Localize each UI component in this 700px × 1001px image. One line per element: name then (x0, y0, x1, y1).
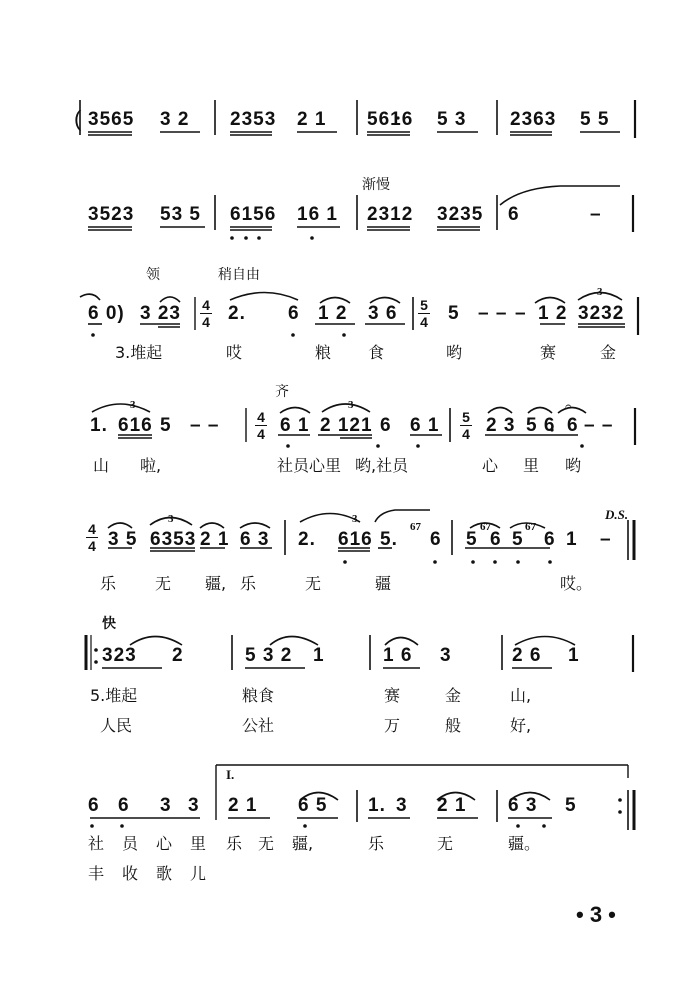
note-group: 3 (440, 645, 452, 666)
note-group: 6156 (230, 204, 277, 225)
triplet-mark: 3 (168, 513, 174, 525)
slur (200, 523, 224, 528)
note-group: 1 (566, 529, 578, 550)
note-group: 5 3 (437, 109, 467, 130)
time-signature: 5 4 (460, 410, 472, 441)
lyric: 乐 (240, 574, 257, 593)
lyric: 社员心里 (277, 456, 342, 475)
lyric: 丰 (88, 864, 105, 883)
note-group: 2. (298, 529, 316, 550)
slur (300, 514, 360, 523)
lyric: 儿 (190, 864, 207, 883)
slur (280, 408, 310, 414)
lyric: 无 (258, 834, 275, 853)
lyric: 里 (190, 834, 207, 853)
lyric: 社 (88, 834, 105, 853)
slur (385, 638, 418, 646)
triplet-mark: 3 (130, 399, 136, 411)
note-group: 5. (380, 529, 398, 550)
slur (92, 404, 150, 412)
lyric: 无 (155, 574, 172, 593)
note-group: 5 6 (526, 415, 556, 436)
note-group: 3 6 (368, 303, 398, 324)
tie (80, 294, 100, 300)
note-group: 53 5 (160, 204, 201, 225)
note-group: 3523 (88, 204, 135, 225)
grace-notes: 67 (480, 521, 491, 533)
slur (130, 637, 182, 646)
lyric: 疆 (375, 574, 392, 593)
tempo-marking: 渐慢 (362, 177, 390, 193)
lyric: 般 (445, 716, 462, 735)
note-group: 616 (118, 415, 153, 436)
time-signature: 4 4 (255, 410, 267, 441)
note-group: 1. (90, 415, 108, 436)
slur (230, 293, 298, 301)
note-group: 3 5 (108, 529, 138, 550)
grace-notes: 67 (525, 521, 536, 533)
lyric: 山 (93, 456, 110, 475)
note-group: 2312 (367, 204, 414, 225)
dash: – – (478, 303, 508, 324)
note-group: 6 3 (508, 795, 538, 816)
lyric: 人民 (100, 716, 133, 735)
note-group: 6 (567, 415, 579, 436)
note-group: 2 3 (486, 415, 516, 436)
note-group: 3232 (578, 303, 625, 324)
slur (375, 510, 430, 522)
note-group: 2 6 (512, 645, 542, 666)
note-group: 1 (568, 645, 580, 666)
lyric: 哟 (565, 456, 582, 475)
time-signature: 5 4 (418, 298, 430, 329)
note-group: 2. (228, 303, 246, 324)
lyric: 万 (384, 716, 401, 735)
volta-label: I. (226, 767, 235, 782)
lyric: 哎 (226, 343, 243, 362)
dash: – (515, 303, 527, 324)
slur (528, 408, 552, 414)
note-group: 6 (490, 529, 502, 550)
lyric: 赛 (540, 343, 557, 362)
triplet-mark: 3 (348, 399, 354, 411)
note-group: 6 3 (240, 529, 270, 550)
note-group: 3 2 (160, 109, 190, 130)
lyric: 哟 (446, 343, 463, 362)
note-group: 6 (544, 529, 556, 550)
note-group: 1 6 (383, 645, 413, 666)
lyric: 收 (122, 864, 139, 883)
ds-marking: D.S. (605, 507, 629, 522)
slur (500, 186, 620, 205)
note-group: 6 (508, 204, 520, 225)
lyric: 粮 (315, 343, 332, 362)
note-group: 6 (380, 415, 392, 436)
lyric: 疆, (292, 834, 314, 853)
lyric: 心 (482, 456, 499, 475)
expression-marking: 稍自由 (218, 267, 260, 283)
note-group: 616 (338, 529, 373, 550)
slur (322, 404, 370, 412)
lyric: 金 (445, 686, 462, 705)
note-group: 6 (288, 303, 300, 324)
dash: – – (190, 415, 220, 436)
lyric: 3.堆起 (115, 343, 163, 362)
note-group: 2353 (230, 109, 277, 130)
note-group: 2363 (510, 109, 557, 130)
lyric: 山, (510, 686, 532, 705)
role-marking: 领 (146, 267, 160, 283)
note-group: 3235 (437, 204, 484, 225)
note-group: 5 3 2 (245, 645, 293, 666)
note-group: 5 (565, 795, 577, 816)
tempo-marking: 快 (102, 616, 116, 632)
page-number: • 3 • (576, 902, 616, 927)
lyric: 员 (122, 834, 139, 853)
note-group: 6 (118, 795, 130, 816)
note-group: 6 0) (88, 303, 125, 324)
note-group: 2 1 (200, 529, 230, 550)
lyric: 食 (368, 343, 385, 362)
triplet-mark: 3 (352, 513, 358, 525)
lyric: 哎。 (560, 574, 593, 593)
lyric: 里 (523, 456, 540, 475)
note-group: 6 (430, 529, 442, 550)
slur (160, 297, 180, 302)
note-group: 3 23 (140, 303, 181, 324)
lyric: 无 (305, 574, 322, 593)
note-group: 5 (512, 529, 524, 550)
triplet-mark: 3 (597, 286, 603, 298)
note-group: 5616 (367, 109, 414, 130)
lyric: 金 (600, 343, 617, 362)
note-group: 2 121 (320, 415, 373, 436)
note-group: 6 5 (298, 795, 328, 816)
note-group: 2 (172, 645, 184, 666)
slur (270, 637, 318, 646)
note-group: 16 1 (297, 204, 338, 225)
note-group: 6 1 (280, 415, 310, 436)
note-group: 6 (88, 795, 100, 816)
lyric: 哟,社员 (355, 456, 409, 475)
slur (108, 523, 132, 528)
dash: – – (584, 415, 614, 436)
time-signature: 4 4 (200, 298, 212, 329)
note-group: 5 (466, 529, 478, 550)
note-group: 1 2 (318, 303, 348, 324)
note-group: 2 1 (437, 795, 467, 816)
lyric: 5.堆起 (90, 686, 138, 705)
open-paren: ( (74, 106, 83, 131)
slur (488, 408, 512, 414)
note-group: 1. (368, 795, 386, 816)
grace-notes: 67 (410, 521, 421, 533)
lyric: 好, (510, 716, 532, 735)
slur (515, 637, 575, 646)
note-group: 1 (313, 645, 325, 666)
note-group: 6353 (150, 529, 197, 550)
fermata-icon: 𝄐 (565, 399, 572, 413)
lyric: 公社 (242, 716, 275, 735)
note-group: 3 (396, 795, 408, 816)
lyric: 疆。 (508, 834, 541, 853)
lyric: 啦, (140, 456, 162, 475)
dash: – (590, 204, 602, 225)
lyric: 乐 (368, 834, 385, 853)
note-group: 3565 (88, 109, 135, 130)
dash: – (600, 529, 612, 550)
note-group: 2 1 (228, 795, 258, 816)
note-group: 5 (160, 415, 172, 436)
note-group: 5 5 (580, 109, 610, 130)
note-group: 6 1 (410, 415, 440, 436)
lyric: 无 (437, 834, 454, 853)
note-group: 5 (448, 303, 460, 324)
note-group: 1 2 (538, 303, 568, 324)
time-signature: 4 4 (86, 522, 98, 553)
lyric: 乐 (100, 574, 117, 593)
note-group: 323 (102, 645, 137, 666)
note-group: 2 1 (297, 109, 327, 130)
lyric: 乐 (226, 834, 243, 853)
slur (240, 523, 270, 528)
lyric: 粮食 (242, 686, 275, 705)
chorus-marking: 齐 (275, 384, 289, 400)
note-group: 3 (160, 795, 172, 816)
lyric: 疆, (205, 574, 227, 593)
lyric: 心 (156, 834, 173, 853)
lyric: 歌 (156, 864, 173, 883)
lyric: 赛 (384, 686, 401, 705)
slur (558, 408, 586, 414)
note-group: 3 (188, 795, 200, 816)
